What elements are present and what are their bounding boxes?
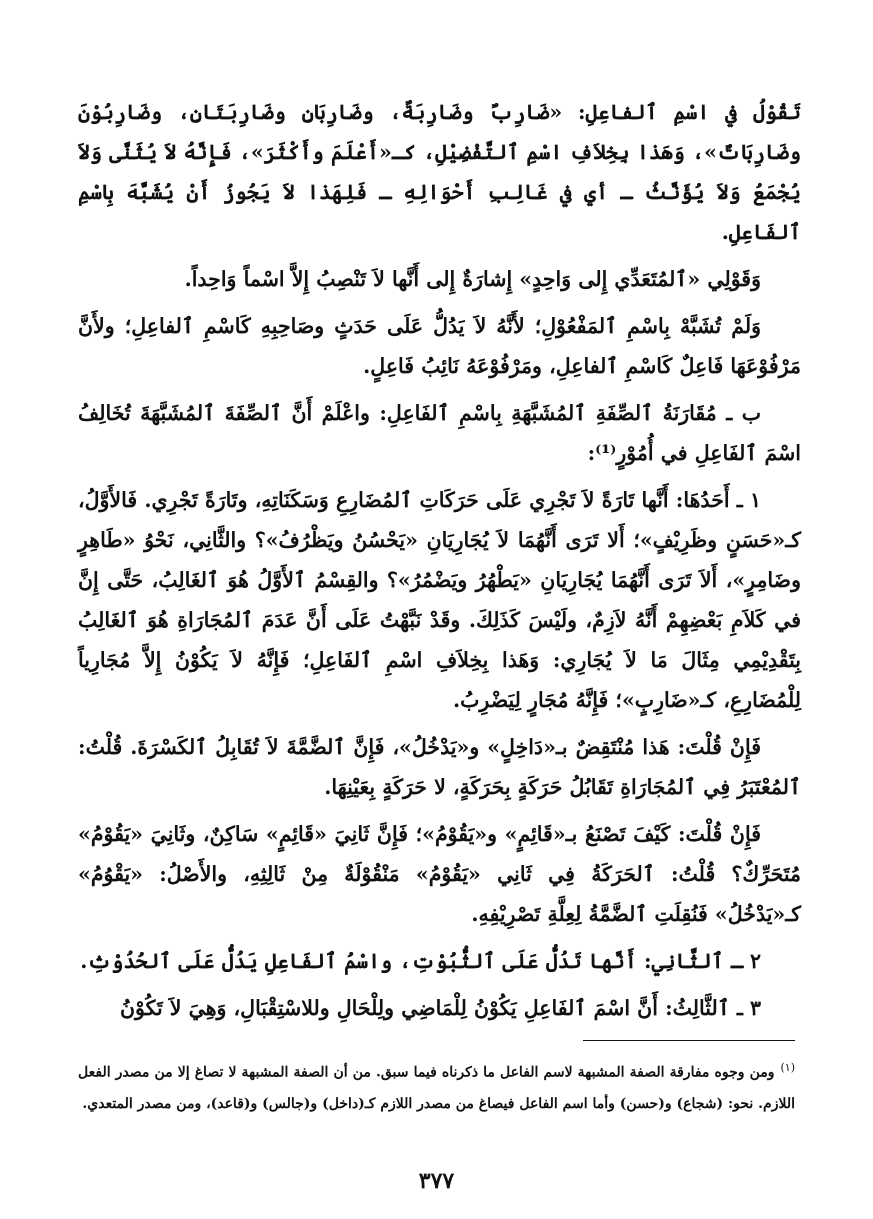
footnote-divider [583,1040,795,1041]
objection-1: فَإِنْ قُلْتَ: هَذا مُنْتَقِضٌ بـ«دَاخِلٍ» و«يَدْخُلُ»، فَإِنَّ ٱلضَّمَّةَ لاَ تُقَابِلُ ٱلكَسْرَةَ. قُلْتُ: ٱلمُعْتَبَرُ فِي ٱلمُجَارَاةِ تَقَابُلُ حَرَكَةٍ بِحَرَكَةٍ، لا حَرَكَةٍ بِعَيْنِهَا. [78,735,801,799]
paragraph-3: وَلَمْ تُشَبَّهْ بِاسْمِ ٱلمَفْعُوْلِ؛ لأَنَّهُ لاَ يَدُلُّ عَلَى حَدَثٍ وصَاحِبِهِ كَاسْمِ ٱلفاعِلِ؛ ولأَنَّ مَرْفُوْعَهَا فَاعِلٌ كَاسْمِ ٱلفاعِلِ، ومَرْفُوْعَهُ نَائِبُ فَاعِلٍ. [78,314,801,378]
paragraph-1: تَقُوْلُ في اسْمِ ٱلفاعِلِ: «ضَارِبٌ وضَارِبَةٌ، وضَارِبَانِ وضَارِبَتَانِ، وضَارِبُوْنَ وضَارِبَاتٌ»، وَهَذا بِخِلاَفِ اسْمِ ٱلتَّفْضِيْلِ، كـ«أَعْلَمَ وأَكْثَرَ»، فَإِنَّهُ لاَ يُثَنَّى وَلاَ يُجْمَعُ وَلاَ يُؤَنَّثُ ـ أي في غَالِبِ أَحْوَالِهِ ـ فَلِهَذا لاَ يَجُوزُ أَنْ يُشَبَّهَ بِاسْمِ ٱلفَاعِلِ. [78,100,801,244]
point-3: ٣ ـ ٱلثَّالِثُ: أَنَّ اسْمَ ٱلفَاعِلِ يَكُوْنُ لِلْمَاضِي ولِلْحَالِ وللاسْتِقْبَالِ، وَهِيَ لاَ تَكُوْنُ [119,996,761,1020]
footnote-marker: (١) [780,1061,795,1074]
section-heading-b: ب ـ مُقَارَنَةُ ٱلصِّفَةِ ٱلمُشَبَّهَةِ بِاسْمِ ٱلفَاعِلِ: واعْلَمْ أَنَّ ٱلصِّفَةَ ٱلمُشَبَّهَةَ تُخَالِفُ اسْمَ ٱلفَاعِلِ في أُمُوْرٍ⁽¹⁾: [78,401,801,465]
page-number: ٣٧٧ [418,1168,455,1194]
objection-2: فَإِنْ قُلْتَ: كَيْفَ تَصْنَعُ بـ«قَائِمٍ» و«يَقُوْمُ»؛ فَإِنَّ ثَانِيَ «قَائِمٍ» سَاكِنٌ، وثَانِيَ «يَقُوْمُ» مُتَحَرِّكٌ؟ قُلْتُ: ٱلحَرَكَةُ فِي ثَانِي «يَقُوْمُ» مَنْقُوْلَةٌ مِنْ ثَالِثِهِ، والأَصْلُ: «يَقْوُمُ» كـ«يَدْخُلُ» فَنُقِلَتِ ٱلضَّمَّةُ لِعِلَّةِ تَصْرِيْفِهِ. [78,822,801,926]
paragraph-2: وَقَوْلِي «ٱلمُتَعَدِّي إِلى وَاحِدٍ» إِشارَةٌ إِلى أَنَّها لاَ تَنْصِبُ إِلاَّ اسْماً وَاحِداً. [184,267,761,291]
main-text [78,92,801,1028]
point-2: ٢ ـ ٱلثَّانِي: أَنَّها تَدُلُّ عَلَى ٱلثُّبُوْتِ، واسْمُ ٱلفَاعِلِ يَدُلُّ عَلَى ٱلحُدُوْثِ. [80,949,761,973]
point-1: ١ ـ أَحَدُهَا: أَنَّها تَارَةً لاَ تَجْرِي عَلَى حَرَكَاتِ ٱلمُضَارِعِ وَسَكَنَاتِهِ، وتَارَةً تَجْرِي. فَالأَوَّلُ، كـ«حَسَنٍ وظَرِيْفٍ»؛ أَلا تَرَى أَنَّهُمَا لاَ يُجَارِيَانِ «يَحْسُنُ ويَظْرُفُ»؟ والثَّانِي، نَحْوُ «طَاهِرٍ وضَامِرٍ»، أَلاَ تَرَى أَنَّهُمَا يُجَارِيَانِ «يَطْهُرُ ويَضْمُرُ»؟ والقِسْمُ ٱلأَوَّلُ هُوَ ٱلغَالِبُ، حَتَّى إِنَّ في كَلاَمِ بَعْضِهِمْ أَنَّهُ لاَزِمٌ، ولَيْسَ كَذَلِكَ. وقَدْ نَبَّهْتُ عَلَى أَنَّ عَدَمَ ٱلمُجَارَاةِ هُوَ ٱلغَالِبُ بِتَقْدِيْمِي مِثَالَ مَا لاَ يُجَارِي: وَهَذا بِخِلاَفِ اسْمِ ٱلفَاعِلِ؛ فَإِنَّهُ لاَ يَكُوْنُ إِلاَّ مُجَارِياً لِلْمُضَارِعِ، كـ«ضَارِبٍ»؛ فَإِنَّهُ مُجَارٍ لِيَضْرِبُ. [78,488,801,712]
footnote [78,1052,795,1120]
footnote-text: ومن وجوه مفارقة الصفة المشبهة لاسم الفاعل ما ذكرناه فيما سبق. من أن الصفة المشبهة لا تصاغ إلا من مصدر الفعل اللازم. نحو: (شجاع) و(حسن) وأما اسم الفاعل فيصاغ من مصدر اللازم كـ(داخل) و(جالس) و(قاعد)، ومن مصدر المتعدي. [78,1064,795,1112]
